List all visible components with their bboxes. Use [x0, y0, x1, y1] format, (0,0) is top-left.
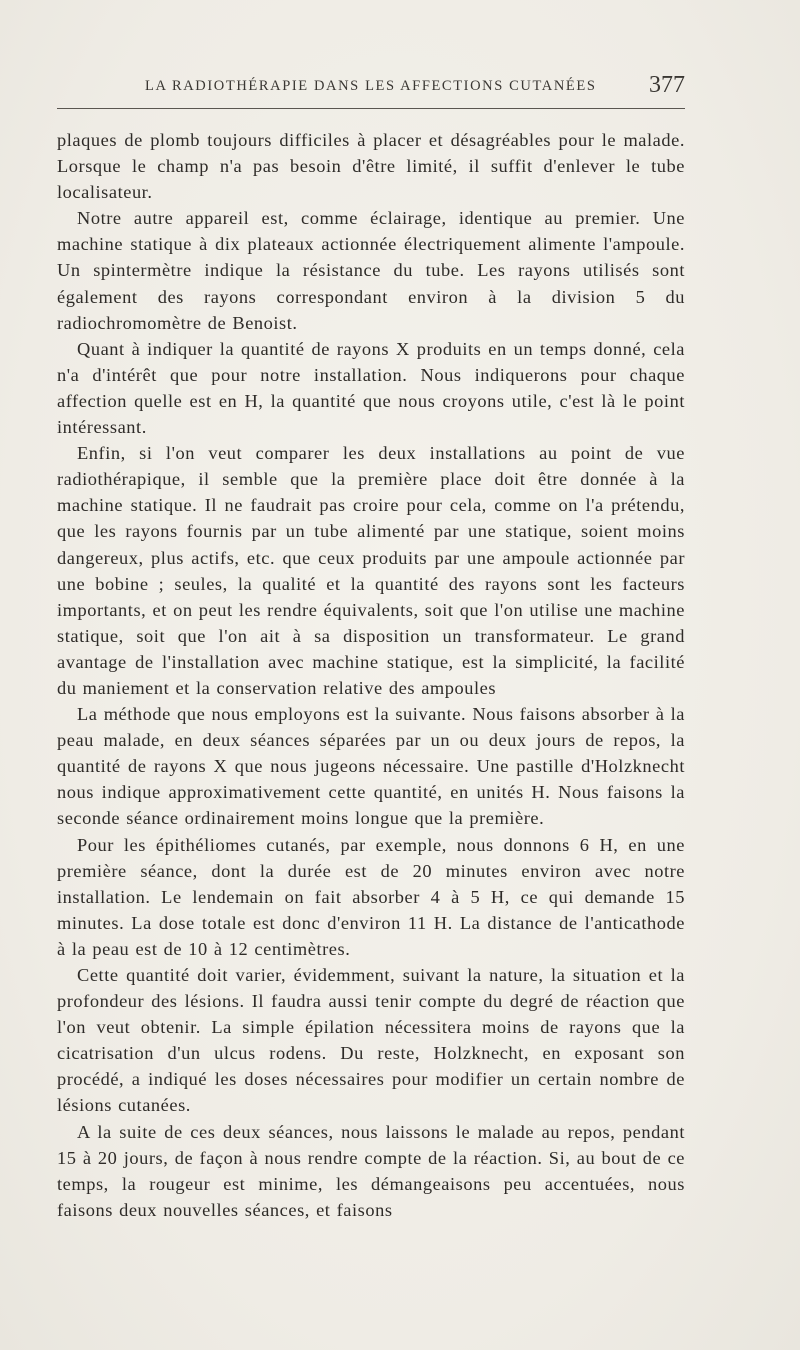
running-title: LA RADIOTHÉRAPIE DANS LES AFFECTIONS CUTANÉES	[145, 78, 597, 94]
page-number: 377	[649, 72, 685, 98]
paragraph: Pour les épithéliomes cutanés, par exemple, nous donnons 6 H, en une première séance, dont la durée est de 20 minutes environ avec notre installation. Le lendemain on fait absorber 4 à 5 H, ce qui demande 15 minutes. La dose totale est donc d'environ 11 H. La distance de l'anticathode à la peau est de 10 à 12 centimètres.	[57, 834, 685, 959]
paragraph: plaques de plomb toujours difficiles à placer et désagréables pour le malade. Lorsque le champ n'a pas besoin d'être limité, il suffit d'enlever le tube localisateur.	[57, 130, 685, 203]
paragraph: A la suite de ces deux séances, nous laissons le malade au repos, pendant 15 à 20 jours, de façon à nous rendre compte de la réaction. Si, au bout de ce temps, la rougeur est minime, les démangeaisons peu accentuées, nous faisons deux nouvelles séances, et faisons	[57, 1121, 685, 1220]
paragraph: La méthode que nous employons est la suivante. Nous faisons absorber à la peau malade, en deux séances séparées par un ou deux jours de repos, la quantité de rayons X que nous jugeons nécessaire. Une pastille d'Holzknecht nous indique approximativement cette quantité, en unités H. Nous faisons la seconde séance ordinairement moins longue que la première.	[57, 704, 685, 829]
paragraph: Enfin, si l'on veut comparer les deux installations au point de vue radiothérapique, il semble que la première place doit être donnée à la machine statique. Il ne faudrait pas croire pour cela, comme on l'a prétendu, que les rayons fournis par un tube alimenté par une statique, soient moins dangereux, plus actifs, etc. que ceux produits par une ampoule actionnée par une bobine ; seules, la qualité et la quantité des rayons sont les facteurs importants, et on peut les rendre équivalents, soit que l'on utilise une machine statique, soit que l'on ait à sa disposition un transformateur. Le grand avantage de l'installation avec machine statique, est la simplicité, la facilité du maniement et la conservation relative des ampoules	[57, 443, 685, 698]
running-header	[57, 72, 685, 100]
paragraph: Quant à indiquer la quantité de rayons X produits en un temps donné, cela n'a d'intérêt que pour notre installation. Nous indiquerons pour chaque affection quelle est en H, la quantité que nous croyons utile, c'est là le point intéressant.	[57, 338, 685, 438]
body-text	[57, 127, 685, 1223]
paragraph: Notre autre appareil est, comme éclairage, identique au premier. Une machine statique à dix plateaux actionnée électriquement alimente l'ampoule. Un spintermètre indique la résistance du tube. Les rayons utilisés sont également des rayons correspondant environ à la division 5 du radiochromomètre de Benoist.	[57, 208, 685, 333]
header-rule	[57, 108, 685, 109]
paragraph: Cette quantité doit varier, évidemment, suivant la nature, la situation et la profondeur des lésions. Il faudra aussi tenir compte du degré de réaction que l'on veut obtenir. La simple épilation nécessitera moins de rayons que la cicatrisation d'un ulcus rodens. Du reste, Holzknecht, en exposant son procédé, a indiqué les doses nécessaires pour modifier un certain nombre de lésions cutanées.	[57, 965, 685, 1116]
